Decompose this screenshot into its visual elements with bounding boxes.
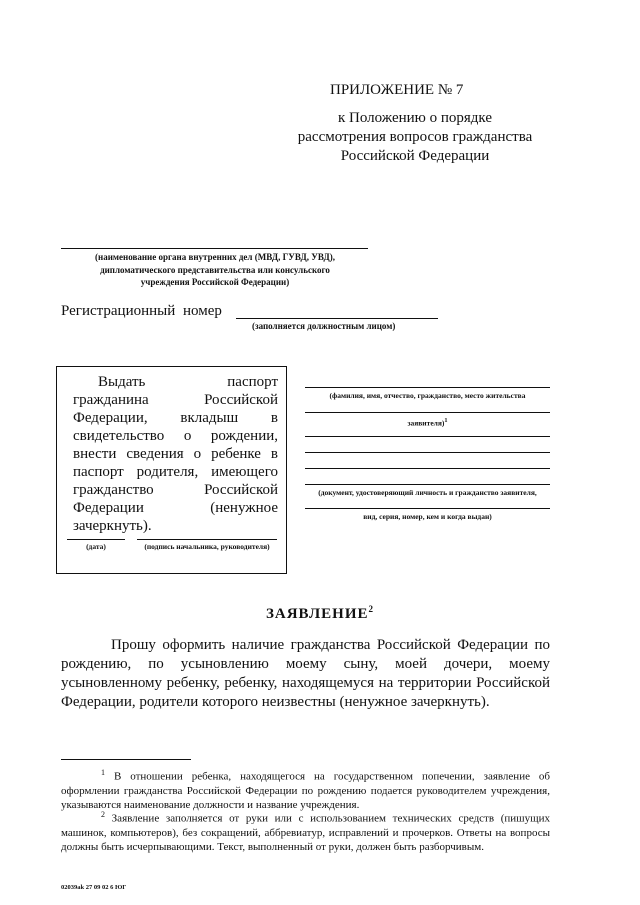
registration-note: (заполняется должностным лицом) xyxy=(252,321,396,331)
signature-line[interactable] xyxy=(137,539,277,540)
footnote-2-mark: 2 xyxy=(101,810,105,819)
statement-title-text: ЗАЯВЛЕНИЕ xyxy=(265,606,369,622)
document-id: 02039ak 27 09 02 6 ЮГ xyxy=(61,884,127,891)
resolution-text: Выдать паспорт гражданина Российской Федерации, вкладыш в свидетельство о рождении, внести сведения о ребенке в паспорт родителя, имеющего гражданство Российской Федерации (ненужное зачеркнуть). xyxy=(73,374,278,534)
footnote-1-mark: 1 xyxy=(101,768,105,777)
footnote-2-text: Заявление заполняется от руки или с использованием технических средств (пишущих машинок, компьютеров), без сокращений, аббревиатур, исправлений и прочерков. Ответы на вопросы должны быть исчерпывающими. Текст, выполненный от руки, должен быть разборчивым. xyxy=(61,812,550,853)
footnote-2 xyxy=(61,808,550,854)
authority-line[interactable] xyxy=(61,248,368,249)
statement-title xyxy=(0,604,640,623)
resolution-box xyxy=(56,366,287,574)
date-line[interactable] xyxy=(67,539,125,540)
applicant-residence-line[interactable] xyxy=(305,412,550,413)
applicant-caption-2 xyxy=(305,417,550,428)
authority-caption-line-3: учреждения Российской Федерации) xyxy=(140,277,290,287)
signature-caption: (подпись начальника, руководителя) xyxy=(144,542,270,551)
statement-title-footnote-mark: 2 xyxy=(368,604,375,614)
authority-caption-line-2: дипломатического представительства или консульского xyxy=(100,264,330,275)
footnote-1-text: В отношении ребенка, находящегося на государственном попечении, заявление об оформлении гражданства Российской Федерации по рождению подается руководителем учреждения, указываются наименование должности и название учреждения. xyxy=(61,770,550,811)
appendix-line-3: Российской Федерации xyxy=(340,148,490,164)
appendix-subtitle xyxy=(285,109,545,166)
applicant-caption-2-footnote-mark: 1 xyxy=(444,417,448,424)
registration-number-field[interactable] xyxy=(236,318,438,319)
appendix-line-1: к Положению о порядке xyxy=(338,110,492,126)
applicant-document-line[interactable] xyxy=(305,484,550,485)
applicant-caption-4: вид, серия, номер, кем и когда выдан) xyxy=(363,512,492,521)
authority-caption-line-1: (наименование органа внутренних дел (МВД, ГУВД, УВД), xyxy=(95,252,335,262)
authority-caption xyxy=(55,251,375,289)
applicant-caption-1: (фамилия, имя, отчество, гражданство, место жительства xyxy=(329,391,526,400)
date-caption: (дата) xyxy=(86,542,106,551)
applicant-line-3[interactable] xyxy=(305,436,550,437)
applicant-line-5[interactable] xyxy=(305,468,550,469)
footnote-1 xyxy=(61,766,550,812)
applicant-caption-2-text: заявителя) xyxy=(407,418,445,428)
statement-body: Прошу оформить наличие гражданства Российской Федерации по рождению, по усыновлению моему сыну, моей дочери, моему усыновленному ребенку, ребенку, находящемуся на территории Российской Федерации, родители которого неизвестны (ненужное зачеркнуть). xyxy=(61,637,550,710)
footnote-separator xyxy=(61,759,191,760)
applicant-name-line[interactable] xyxy=(305,387,550,388)
registration-label: Регистрационный номер xyxy=(61,303,222,319)
applicant-caption-3: (документ, удостоверяющий личность и гражданство заявителя, xyxy=(318,488,537,497)
applicant-line-4[interactable] xyxy=(305,452,550,453)
applicant-document-details-line[interactable] xyxy=(305,508,550,509)
appendix-line-2: рассмотрения вопросов гражданства xyxy=(297,129,533,145)
appendix-title: ПРИЛОЖЕНИЕ № 7 xyxy=(330,82,464,98)
